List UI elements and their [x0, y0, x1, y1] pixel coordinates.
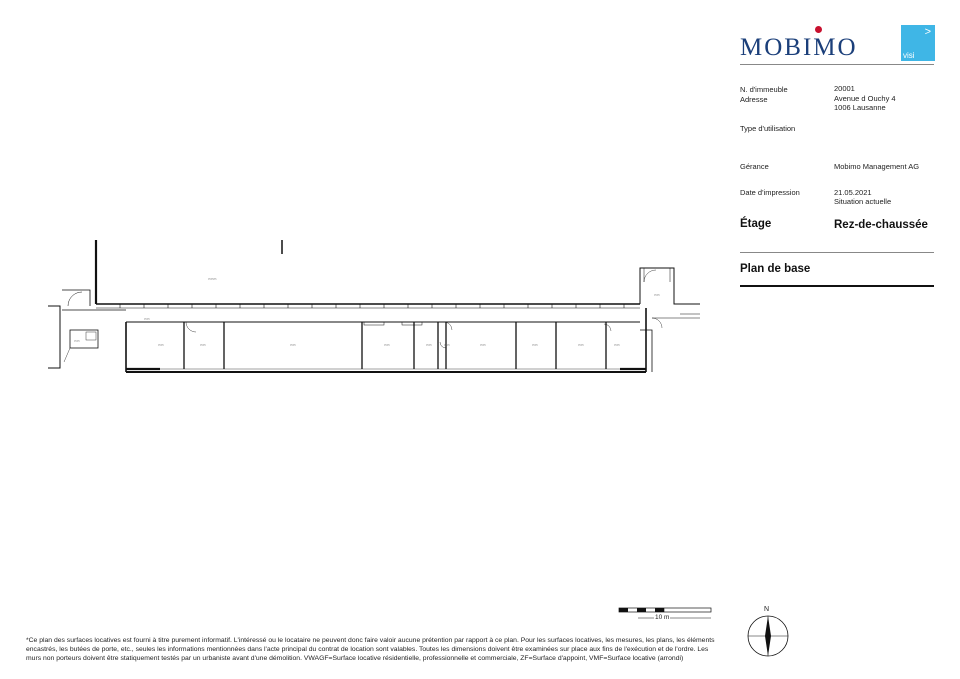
usage-label: Type d'utilisation	[740, 124, 796, 133]
floor-plan	[40, 238, 700, 384]
plan-title-rule	[740, 285, 934, 287]
header-rule	[740, 64, 934, 65]
svg-text:▭▭: ▭▭	[426, 343, 432, 347]
svg-text:▭▭: ▭▭	[74, 339, 80, 343]
print-date-label: Date d'impression	[740, 188, 800, 197]
disclaimer-footnote: *Ce plan des surfaces locatives est fourni à titre purement informatif. L'intéressé ou le locataire ne peuvent donc faire valoir aucune prétention par rapport à ce plan. Pour les surfaces locatives, les mesures, les plans, les éléments encastrés, les butées de porte, etc., seules les informations mentionnées dans l'acte principal du contrat de location sont valables. Toutes les dimensions doivent être examinées sur place aux fins de l'exécution et de l'ordre. Les murs non porteurs doivent être statiquement testés par un urbaniste avant d'une démolition. VWAGF=Surface locative résidentielle, professionnelle et commerciale, ZF=Surface d'appoint, VMF=Surface locative (arrondi)	[26, 637, 715, 662]
building-label: N. d'immeuble	[740, 85, 788, 94]
management-value: Mobimo Management AG	[834, 162, 920, 171]
svg-text:▭▭: ▭▭	[200, 343, 206, 347]
address-label: Adresse	[740, 95, 768, 104]
svg-text:▭▭: ▭▭	[654, 293, 660, 297]
mobimo-logo: MOBIMO	[740, 34, 858, 61]
svg-text:▭▭▭: ▭▭▭	[208, 277, 217, 281]
badge-text: visi	[903, 51, 915, 60]
svg-text:▭▭: ▭▭	[480, 343, 486, 347]
building-value: 20001	[834, 84, 855, 93]
svg-text:▭▭: ▭▭	[144, 317, 150, 321]
logo-accent-dot	[815, 26, 822, 33]
svg-text:▭▭: ▭▭	[158, 343, 164, 347]
svg-text:▭▭: ▭▭	[290, 343, 296, 347]
address-line1: Avenue d Ouchy 4	[834, 94, 896, 103]
svg-text:▭▭: ▭▭	[614, 343, 620, 347]
plan-title: Plan de base	[740, 263, 811, 275]
svg-text:▭▭: ▭▭	[532, 343, 538, 347]
visi-badge	[901, 25, 935, 61]
svg-text:▭▭: ▭▭	[384, 343, 390, 347]
badge-arrow-icon: >	[924, 26, 931, 38]
svg-text:▭▭: ▭▭	[578, 343, 584, 347]
floor-value: Rez-de-chaussée	[834, 219, 928, 231]
floor-label: Étage	[740, 218, 772, 230]
north-compass-icon	[746, 606, 792, 662]
management-label: Gérance	[740, 162, 769, 171]
print-status: Situation actuelle	[834, 197, 892, 206]
compass-north-label: N	[764, 606, 770, 613]
scale-label: 10 m	[655, 614, 670, 621]
floor-rule	[740, 252, 934, 253]
address-line2: 1006 Lausanne	[834, 103, 886, 112]
print-date-value: 21.05.2021	[834, 188, 872, 197]
svg-text:▭▭: ▭▭	[444, 343, 450, 347]
